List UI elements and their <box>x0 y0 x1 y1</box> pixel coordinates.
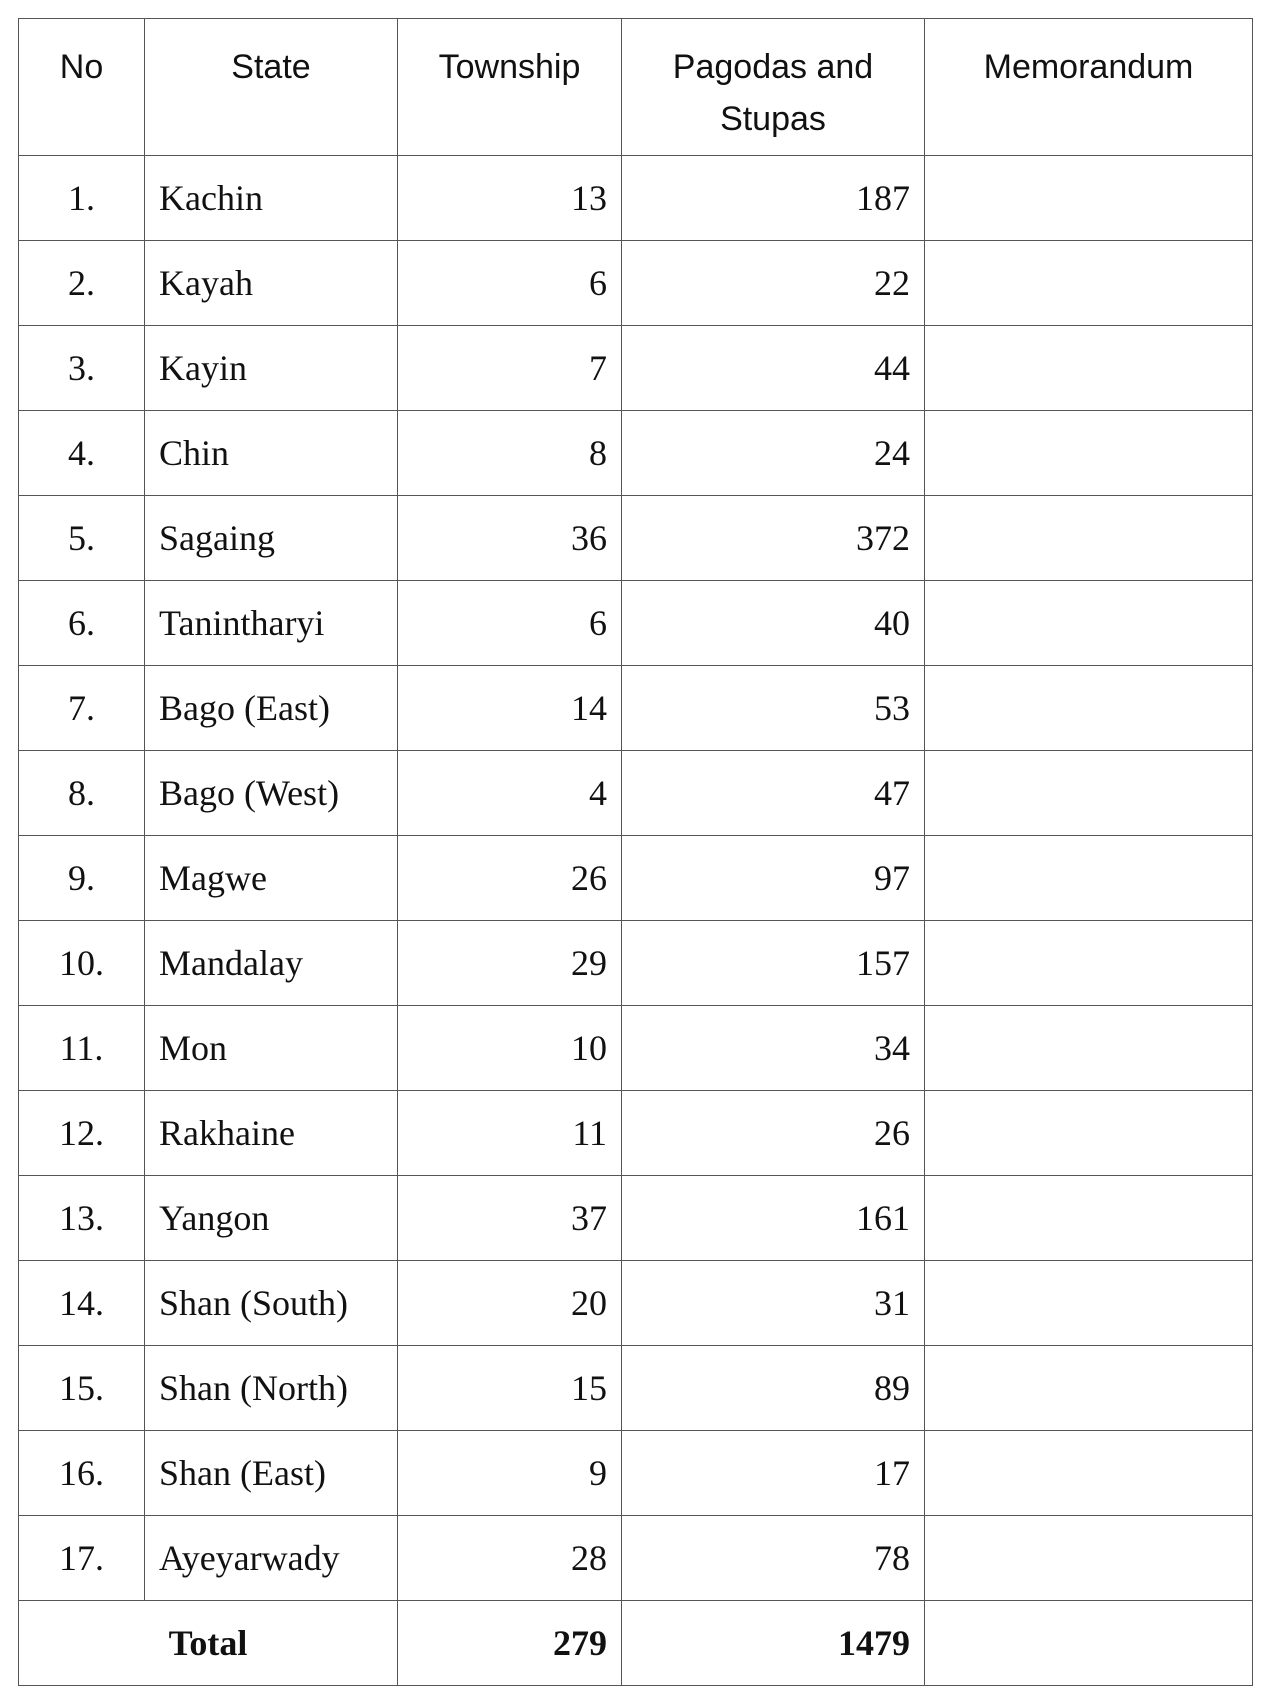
row-township: 36 <box>398 496 622 581</box>
row-memorandum <box>925 581 1253 666</box>
row-pagodas: 31 <box>622 1261 925 1346</box>
table-row <box>19 1516 1253 1601</box>
row-number: 7. <box>19 666 145 751</box>
row-state: Kayin <box>145 326 398 411</box>
row-pagodas: 34 <box>622 1006 925 1091</box>
row-state: Chin <box>145 411 398 496</box>
row-number: 5. <box>19 496 145 581</box>
row-pagodas: 157 <box>622 921 925 1006</box>
header-township: Township <box>398 19 622 156</box>
row-number: 14. <box>19 1261 145 1346</box>
row-township: 11 <box>398 1091 622 1176</box>
total-label: Total <box>19 1601 398 1686</box>
row-state: Rakhaine <box>145 1091 398 1176</box>
row-township: 13 <box>398 156 622 241</box>
row-memorandum <box>925 1431 1253 1516</box>
table-row <box>19 836 1253 921</box>
row-state: Bago (East) <box>145 666 398 751</box>
row-township: 9 <box>398 1431 622 1516</box>
row-number: 1. <box>19 156 145 241</box>
row-state: Yangon <box>145 1176 398 1261</box>
row-pagodas: 24 <box>622 411 925 496</box>
row-pagodas: 161 <box>622 1176 925 1261</box>
table-row <box>19 1431 1253 1516</box>
row-memorandum <box>925 836 1253 921</box>
row-pagodas: 40 <box>622 581 925 666</box>
table-row <box>19 921 1253 1006</box>
row-pagodas: 22 <box>622 241 925 326</box>
row-state: Bago (West) <box>145 751 398 836</box>
row-state: Sagaing <box>145 496 398 581</box>
header-pagodas-label: Pagodas and Stupas <box>672 48 874 138</box>
table-row <box>19 411 1253 496</box>
table-row <box>19 326 1253 411</box>
table-row <box>19 1091 1253 1176</box>
table-row <box>19 1346 1253 1431</box>
row-pagodas: 78 <box>622 1516 925 1601</box>
row-township: 29 <box>398 921 622 1006</box>
row-number: 2. <box>19 241 145 326</box>
table-row <box>19 751 1253 836</box>
row-memorandum <box>925 666 1253 751</box>
row-township: 20 <box>398 1261 622 1346</box>
total-township: 279 <box>398 1601 622 1686</box>
row-number: 4. <box>19 411 145 496</box>
row-number: 17. <box>19 1516 145 1601</box>
row-pagodas: 26 <box>622 1091 925 1176</box>
row-state: Tanintharyi <box>145 581 398 666</box>
row-state: Shan (East) <box>145 1431 398 1516</box>
table-row <box>19 496 1253 581</box>
row-state: Mon <box>145 1006 398 1091</box>
row-state: Ayeyarwady <box>145 1516 398 1601</box>
row-township: 8 <box>398 411 622 496</box>
header-pagodas <box>622 19 925 156</box>
row-memorandum <box>925 326 1253 411</box>
row-number: 12. <box>19 1091 145 1176</box>
row-township: 4 <box>398 751 622 836</box>
header-memorandum: Memorandum <box>925 19 1253 156</box>
total-row <box>19 1601 1253 1686</box>
row-township: 6 <box>398 581 622 666</box>
table-row <box>19 1006 1253 1091</box>
row-memorandum <box>925 1516 1253 1601</box>
row-memorandum <box>925 1261 1253 1346</box>
row-township: 14 <box>398 666 622 751</box>
row-township: 26 <box>398 836 622 921</box>
row-state: Kachin <box>145 156 398 241</box>
total-pagodas: 1479 <box>622 1601 925 1686</box>
row-memorandum <box>925 241 1253 326</box>
row-pagodas: 53 <box>622 666 925 751</box>
row-number: 15. <box>19 1346 145 1431</box>
table-row <box>19 1176 1253 1261</box>
row-pagodas: 44 <box>622 326 925 411</box>
row-state: Mandalay <box>145 921 398 1006</box>
row-state: Magwe <box>145 836 398 921</box>
row-pagodas: 47 <box>622 751 925 836</box>
row-number: 11. <box>19 1006 145 1091</box>
pagodas-table <box>18 18 1253 1686</box>
row-township: 7 <box>398 326 622 411</box>
table-row <box>19 241 1253 326</box>
row-memorandum <box>925 496 1253 581</box>
row-memorandum <box>925 751 1253 836</box>
table-row <box>19 156 1253 241</box>
row-township: 37 <box>398 1176 622 1261</box>
header-no: No <box>19 19 145 156</box>
table-body <box>19 156 1253 1601</box>
row-township: 15 <box>398 1346 622 1431</box>
row-memorandum <box>925 921 1253 1006</box>
row-pagodas: 187 <box>622 156 925 241</box>
row-township: 10 <box>398 1006 622 1091</box>
row-memorandum <box>925 1091 1253 1176</box>
table-row <box>19 1261 1253 1346</box>
row-pagodas: 17 <box>622 1431 925 1516</box>
header-state: State <box>145 19 398 156</box>
table-row <box>19 666 1253 751</box>
header-row <box>19 19 1253 156</box>
row-number: 3. <box>19 326 145 411</box>
row-pagodas: 89 <box>622 1346 925 1431</box>
table-row <box>19 581 1253 666</box>
row-township: 28 <box>398 1516 622 1601</box>
row-memorandum <box>925 156 1253 241</box>
row-number: 10. <box>19 921 145 1006</box>
row-memorandum <box>925 1006 1253 1091</box>
row-pagodas: 372 <box>622 496 925 581</box>
row-memorandum <box>925 1346 1253 1431</box>
row-memorandum <box>925 411 1253 496</box>
row-number: 9. <box>19 836 145 921</box>
row-number: 13. <box>19 1176 145 1261</box>
row-number: 8. <box>19 751 145 836</box>
row-number: 16. <box>19 1431 145 1516</box>
row-pagodas: 97 <box>622 836 925 921</box>
row-number: 6. <box>19 581 145 666</box>
row-state: Shan (North) <box>145 1346 398 1431</box>
row-state: Kayah <box>145 241 398 326</box>
row-memorandum <box>925 1176 1253 1261</box>
total-memorandum <box>925 1601 1253 1686</box>
row-township: 6 <box>398 241 622 326</box>
row-state: Shan (South) <box>145 1261 398 1346</box>
